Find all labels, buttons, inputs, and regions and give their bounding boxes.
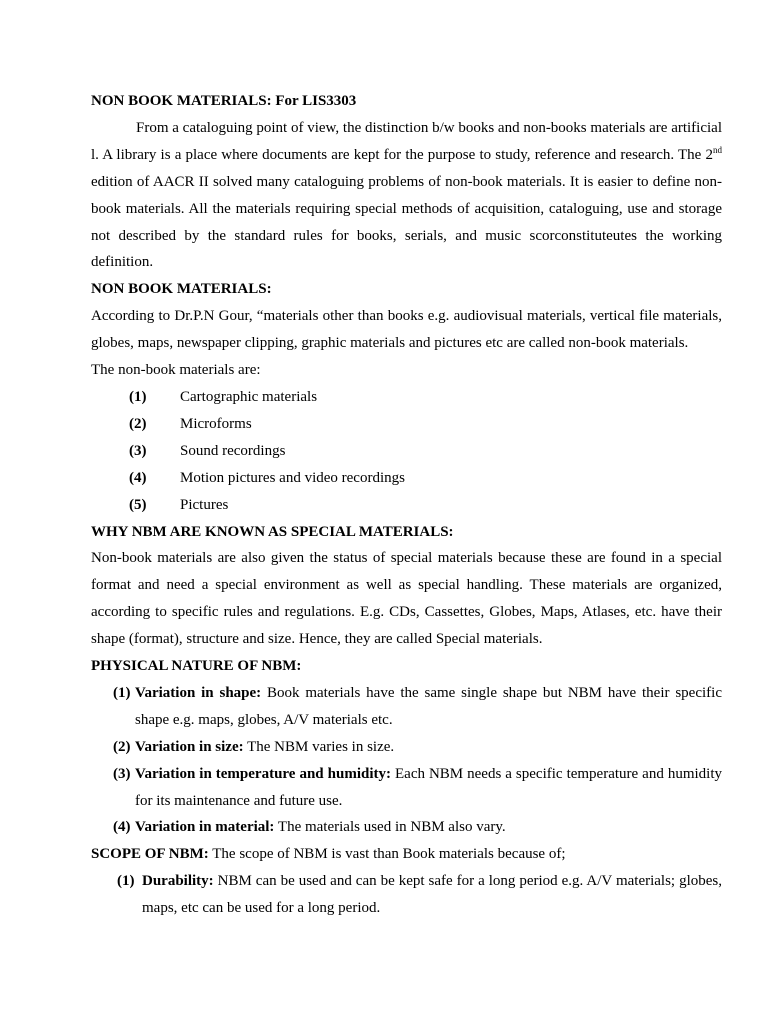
physical-heading: PHYSICAL NATURE OF NBM: xyxy=(91,658,302,675)
list-item xyxy=(91,680,722,734)
list-number: (1) xyxy=(117,873,135,890)
list-description: The materials used in NBM also vary. xyxy=(274,819,506,836)
list-number: (1) xyxy=(129,388,147,405)
list-text: Microforms xyxy=(180,415,252,432)
document-page xyxy=(91,88,722,922)
list-item xyxy=(91,814,722,841)
list-description: NBM can be used and can be kept safe for a long period e.g. A/V materials; globes, maps, etc can be used for a long period. xyxy=(142,873,722,917)
physical-nature-list xyxy=(91,680,722,841)
list-text: Sound recordings xyxy=(180,442,286,459)
intro-text-1: From a cataloguing point of view, the distinction b/w books and non-books materials are artificial l. A library is a place where documents are kept for the purpose to study, reference and research. The 2 xyxy=(91,119,722,163)
list-description: Book materials have the same single shape but NBM have their specific shape e.g. maps, globes, A/V materials etc. xyxy=(135,684,722,728)
list-number: (3) xyxy=(129,442,147,459)
scope-list xyxy=(91,868,722,922)
list-term: Variation in material: xyxy=(135,819,275,836)
list-number: (2) xyxy=(113,738,131,755)
list-item xyxy=(91,465,722,492)
why-heading: WHY NBM ARE KNOWN AS SPECIAL MATERIALS: xyxy=(91,523,454,540)
list-number: (2) xyxy=(129,415,147,432)
list-term: Durability: xyxy=(142,873,214,890)
intro-superscript: nd xyxy=(713,144,722,155)
list-description: The NBM varies in size. xyxy=(243,738,395,755)
definition-heading: NON BOOK MATERIALS: xyxy=(91,281,272,298)
list-text xyxy=(135,734,722,761)
list-intro: The non-book materials are: xyxy=(91,362,261,379)
list-text: Pictures xyxy=(180,496,229,513)
scope-heading: SCOPE OF NBM: xyxy=(91,846,209,863)
list-text xyxy=(142,868,722,922)
list-text: Motion pictures and video recordings xyxy=(180,469,405,486)
list-item xyxy=(91,734,722,761)
list-item xyxy=(91,411,722,438)
intro-text-2: edition of AACR II solved many cataloguing problems of non-book materials. It is easier to define non-book materials. All the materials requiring special methods of acquisition, cataloguing, use and storage not described by the standard rules for books, serials, and music scorconstituteutes the working definition. xyxy=(91,173,722,271)
list-term: Variation in temperature and humidity: xyxy=(135,765,391,782)
list-item xyxy=(91,438,722,465)
list-text: Cartographic materials xyxy=(180,388,318,405)
list-number: (5) xyxy=(129,496,147,513)
list-number: (1) xyxy=(113,684,131,701)
list-description: Each NBM needs a specific temperature and humidity for its maintenance and future use. xyxy=(135,765,723,809)
scope-text: The scope of NBM is vast than Book materials because of; xyxy=(208,846,566,863)
list-text xyxy=(135,680,722,734)
why-paragraph: Non-book materials are also given the status of special materials because these are found in a special format and need a special environment as well as special handling. These materials are organized, according to specific rules and regulations. E.g. CDs, Cassettes, Globes, Maps, Atlases, etc. have their shape (format), structure and size. Hence, they are called Special materials. xyxy=(91,550,722,648)
list-term: Variation in size: xyxy=(135,738,244,755)
definition-paragraph: According to Dr.P.N Gour, “materials other than books e.g. audiovisual materials, vertical file materials, globes, maps, newspaper clipping, graphic materials and pictures etc are called non-book materials. xyxy=(91,308,722,352)
list-item xyxy=(91,868,722,922)
intro-paragraph xyxy=(91,115,722,276)
document-title: NON BOOK MATERIALS: For LIS3303 xyxy=(91,93,357,109)
nbm-types-list xyxy=(91,384,722,519)
list-term: Variation in shape: xyxy=(135,684,262,701)
list-number: (4) xyxy=(129,469,147,486)
list-text xyxy=(135,814,722,841)
list-item xyxy=(91,384,722,411)
list-number: (4) xyxy=(113,819,131,836)
list-item xyxy=(91,761,722,815)
scope-paragraph xyxy=(91,841,722,868)
list-text xyxy=(135,761,722,815)
list-number: (3) xyxy=(113,765,131,782)
list-item xyxy=(91,492,722,519)
